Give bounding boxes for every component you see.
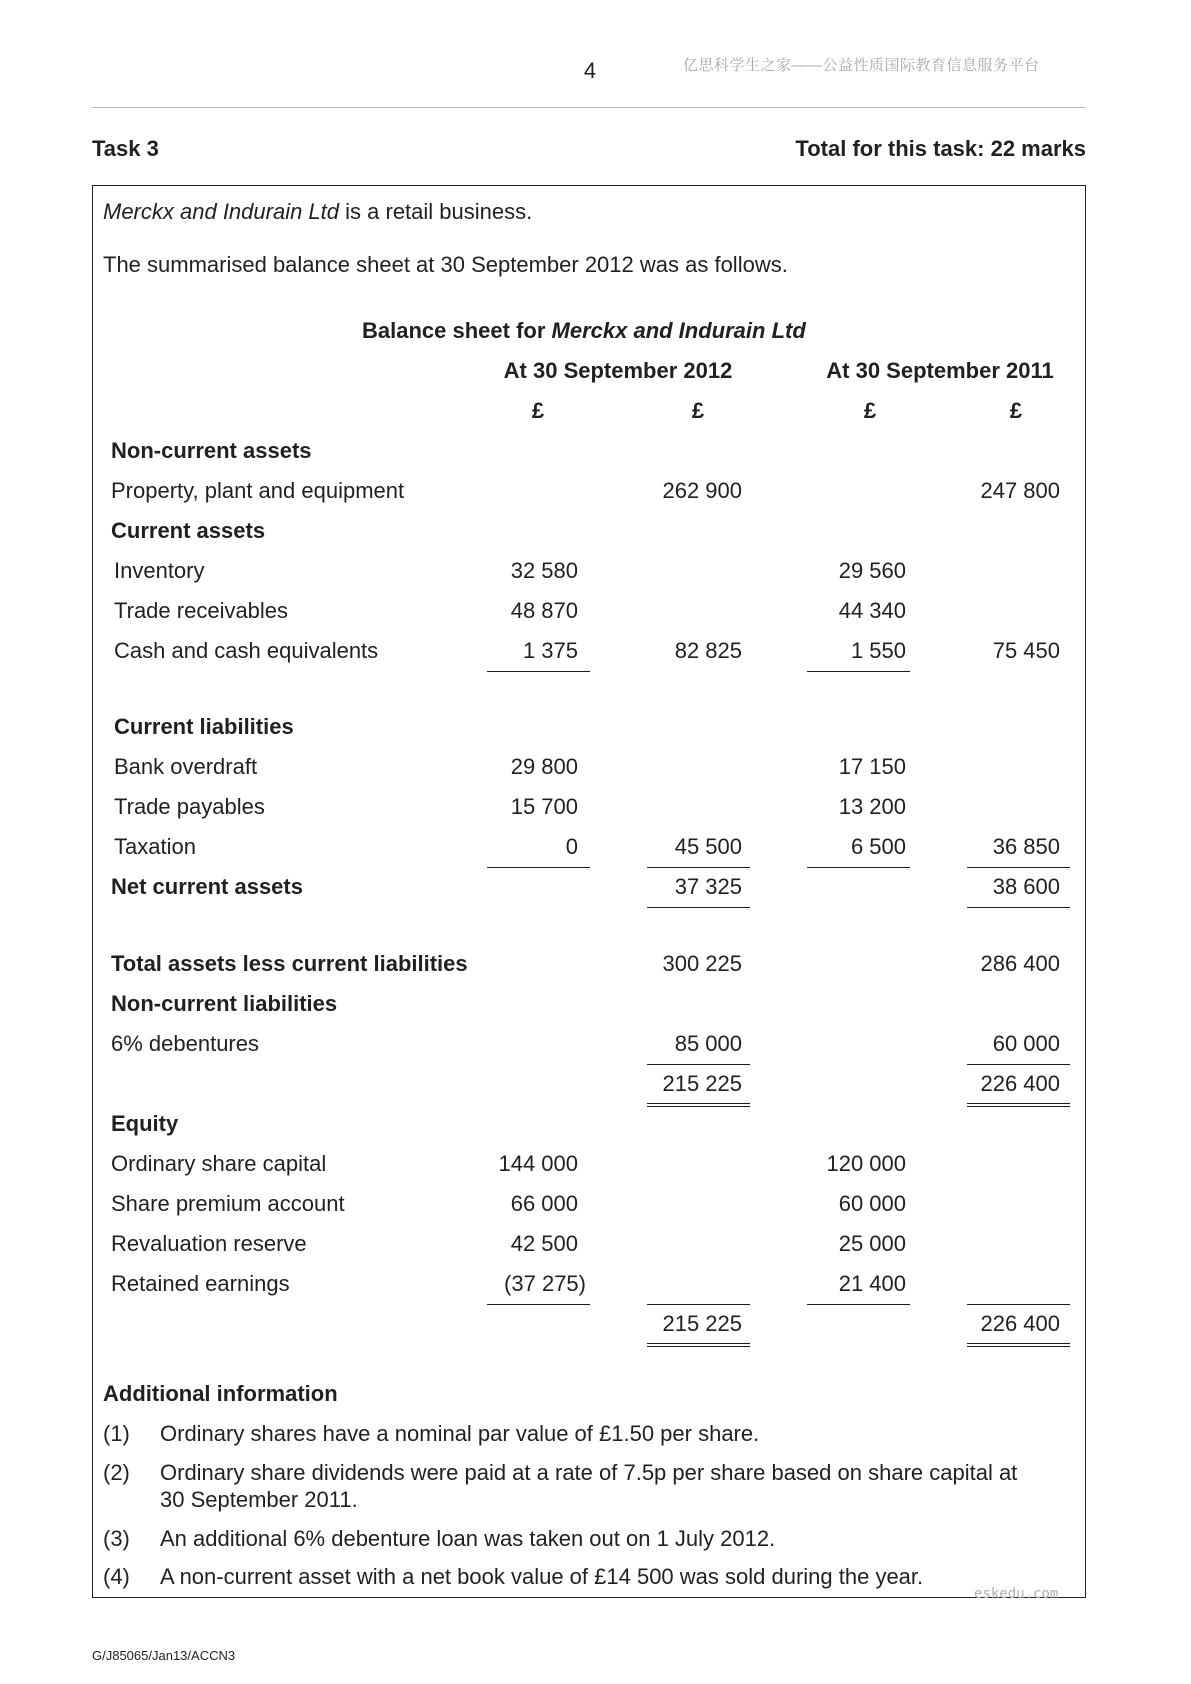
subtotal-rule [487, 867, 590, 868]
taxation-2012: 0 [565, 834, 578, 859]
equity-total-2012: 215 225 [662, 1311, 742, 1336]
equity-total-2011: 226 400 [980, 1311, 1060, 1336]
currency-col-4: £ [1009, 398, 1023, 423]
net-current-assets-2011: 38 600 [992, 874, 1060, 899]
additional-info-heading: Additional information [103, 1381, 338, 1406]
inventory-2011: 29 560 [838, 558, 906, 583]
subtotal-rule [967, 1304, 1070, 1305]
subtotal-rule [647, 867, 750, 868]
intro-line-1 [103, 199, 532, 225]
retained-label: Retained earnings [111, 1271, 290, 1296]
subtotal-rule [807, 1304, 910, 1305]
current-assets-total-2011: 75 450 [992, 638, 1060, 663]
taxation-2011: 6 500 [850, 834, 906, 859]
debentures-2011: 60 000 [992, 1031, 1060, 1056]
info-item-number: (3) [103, 1526, 130, 1551]
currency-col-1: £ [531, 398, 545, 423]
currency-col-2: £ [691, 398, 705, 423]
subtotal-rule [807, 671, 910, 672]
subtotal-rule [967, 1064, 1070, 1065]
cash-label: Cash and cash equivalents [114, 638, 379, 663]
subtotal-rule [487, 1304, 590, 1305]
share-capital-label: Ordinary share capital [111, 1151, 327, 1176]
inventory-label: Inventory [114, 558, 205, 583]
task-total-marks: Total for this task: 22 marks [795, 136, 1086, 161]
column-date-2012: At 30 September 2012 [503, 358, 733, 383]
intro-line-2: The summarised balance sheet at 30 September 2012 was as follows. [103, 252, 788, 277]
subtotal-rule [647, 1304, 750, 1305]
header-watermark: 亿思科学生之家——公益性质国际教育信息服务平台 [683, 57, 1040, 74]
subtotal-rule [807, 867, 910, 868]
non-current-liabilities-heading: Non-current liabilities [111, 991, 338, 1016]
current-liabilities-total-2011: 36 850 [992, 834, 1060, 859]
receivables-2012: 48 870 [510, 598, 578, 623]
balance-sheet-title-company: Merckx and Indurain Ltd [551, 318, 806, 343]
receivables-2011: 44 340 [838, 598, 906, 623]
current-liabilities-heading: Current liabilities [114, 714, 294, 739]
payables-2012: 15 700 [510, 794, 578, 819]
payables-label: Trade payables [114, 794, 265, 819]
net-assets-2012: 215 225 [662, 1071, 742, 1096]
debentures-label: 6% debentures [111, 1031, 259, 1056]
net-current-assets-2012: 37 325 [674, 874, 742, 899]
intro-line-1-rest: is a retail business. [339, 199, 533, 224]
share-premium-label: Share premium account [111, 1191, 345, 1216]
info-item-text: Ordinary shares have a nominal par value of £1.50 per share. [160, 1421, 760, 1446]
retained-2011: 21 400 [838, 1271, 906, 1296]
overdraft-2012: 29 800 [510, 754, 578, 779]
current-assets-heading: Current assets [111, 518, 266, 543]
subtotal-rule [967, 907, 1070, 908]
current-assets-total-2012: 82 825 [674, 638, 742, 663]
equity-heading: Equity [111, 1111, 179, 1136]
overdraft-label: Bank overdraft [114, 754, 258, 779]
column-date-2011: At 30 September 2011 [826, 358, 1054, 383]
share-capital-2012: 144 000 [498, 1151, 578, 1176]
double-underline [647, 1103, 750, 1107]
share-premium-2011: 60 000 [838, 1191, 906, 1216]
info-item-text: Ordinary share dividends were paid at a rate of 7.5p per share based on share capital at 30 September 2011. [160, 1460, 1018, 1512]
overdraft-2011: 17 150 [838, 754, 906, 779]
net-assets-2011: 226 400 [980, 1071, 1060, 1096]
info-item-number: (2) [103, 1460, 130, 1485]
current-liabilities-total-2012: 45 500 [674, 834, 742, 859]
subtotal-rule [487, 671, 590, 672]
currency-col-3: £ [863, 398, 877, 423]
info-item-text: An additional 6% debenture loan was taken out on 1 July 2012. [160, 1526, 776, 1551]
ppe-label: Property, plant and equipment [111, 478, 405, 503]
non-current-assets-heading: Non-current assets [111, 438, 312, 463]
revaluation-label: Revaluation reserve [111, 1231, 307, 1256]
page-number: 4 [583, 58, 597, 83]
double-underline [967, 1343, 1070, 1347]
taxation-label: Taxation [114, 834, 196, 859]
cash-2011: 1 550 [850, 638, 906, 663]
subtotal-rule [647, 1064, 750, 1065]
footer-code: G/J85065/Jan13/ACCN3 [92, 1648, 236, 1663]
revaluation-2011: 25 000 [838, 1231, 906, 1256]
balance-sheet-title-prefix: Balance sheet for [362, 318, 552, 343]
subtotal-rule [647, 907, 750, 908]
share-premium-2012: 66 000 [510, 1191, 578, 1216]
cash-2012: 1 375 [522, 638, 578, 663]
debentures-2012: 85 000 [674, 1031, 742, 1056]
revaluation-2012: 42 500 [510, 1231, 578, 1256]
retained-2012: (37 275) [504, 1271, 586, 1296]
task-title: Task 3 [92, 136, 159, 161]
total-assets-less-cl-2011: 286 400 [980, 951, 1060, 976]
info-item-number: (4) [103, 1564, 130, 1589]
total-assets-less-cl-2012: 300 225 [662, 951, 742, 976]
ppe-2012: 262 900 [662, 478, 742, 503]
payables-2011: 13 200 [838, 794, 906, 819]
net-current-assets-label: Net current assets [111, 874, 303, 899]
info-item-text: A non-current asset with a net book value of £14 500 was sold during the year. [160, 1564, 924, 1589]
share-capital-2011: 120 000 [826, 1151, 906, 1176]
inventory-2012: 32 580 [510, 558, 578, 583]
double-underline [647, 1343, 750, 1347]
ppe-2011: 247 800 [980, 478, 1060, 503]
company-name: Merckx and Indurain Ltd [103, 199, 340, 224]
double-underline [967, 1103, 1070, 1107]
subtotal-rule [967, 867, 1070, 868]
info-item-number: (1) [103, 1421, 130, 1446]
site-watermark: eskedu.com [974, 1586, 1059, 1602]
total-assets-less-cl-label: Total assets less current liabilities [111, 951, 468, 976]
balance-sheet-title [362, 318, 806, 344]
receivables-label: Trade receivables [114, 598, 289, 623]
header-rule [92, 107, 1086, 108]
